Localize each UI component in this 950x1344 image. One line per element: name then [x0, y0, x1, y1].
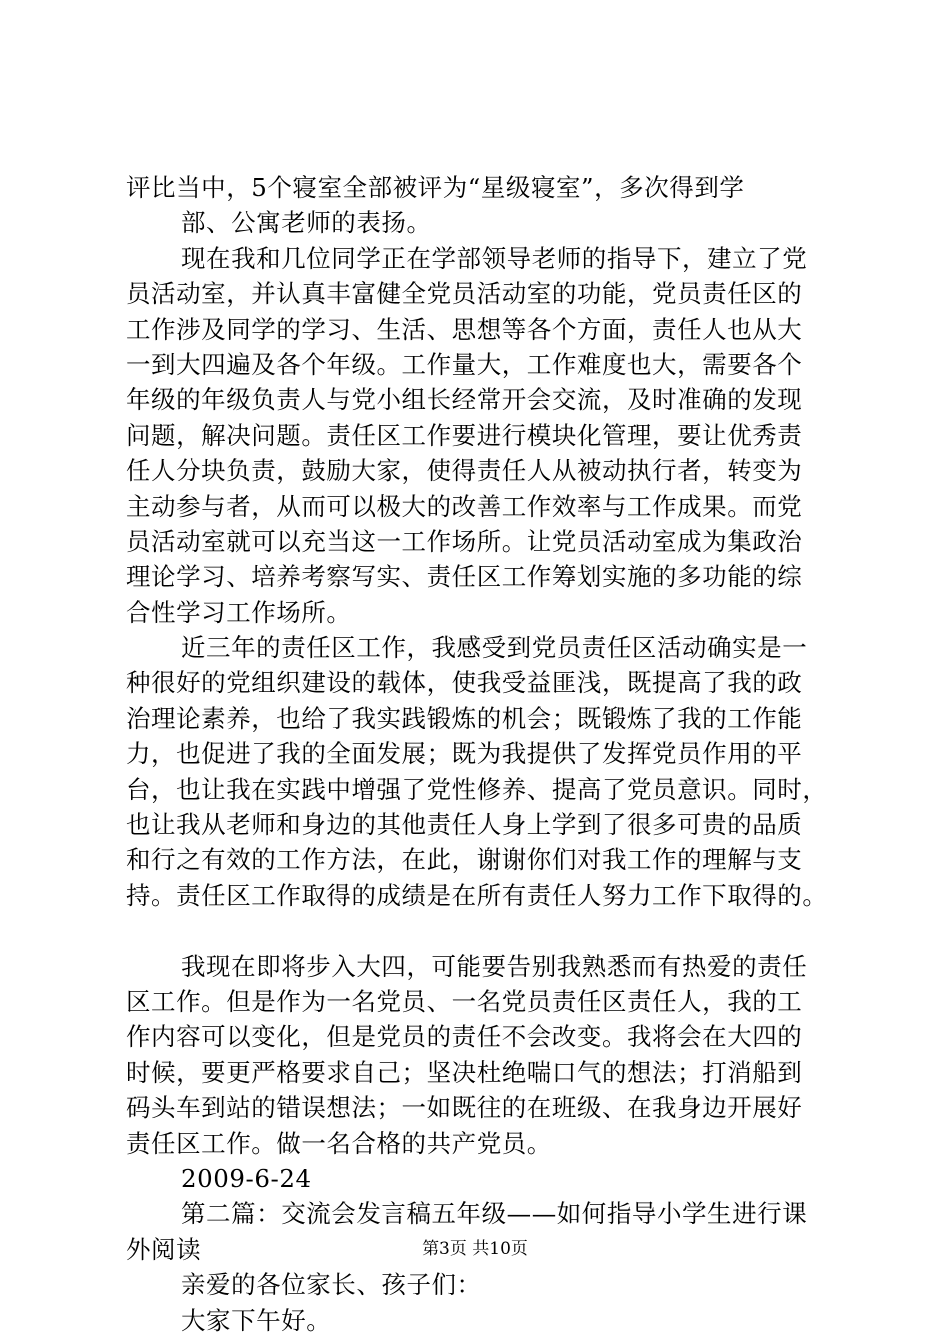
text-line: 治理论素养，也给了我实践锻炼的机会；既锻炼了我的工作能 [126, 703, 803, 733]
text-line: 时候，要更严格要求自己；坚决杜绝喘口气的想法；打消船到 [126, 1057, 803, 1087]
text-line: 员活动室就可以充当这一工作场所。让党员活动室成为集政治 [126, 526, 803, 556]
greeting: 大家下午好。 [181, 1305, 332, 1335]
text-line: 理论学习、培养考察写实、责任区工作筹划实施的多功能的综 [126, 562, 803, 592]
text-line: 台，也让我在实践中增强了党性修养、提高了党员意识。同时， [126, 774, 828, 804]
page-number-footer: 第3页 共10页 [422, 1239, 528, 1259]
paragraph-start: 我现在即将步入大四，可能要告别我熟悉而有热爱的责任 [181, 951, 808, 981]
paragraph-start: 现在我和几位同学正在学部领导老师的指导下，建立了党 [181, 243, 808, 273]
text-line: 力，也促进了我的全面发展；既为我提供了发挥党员作用的平 [126, 739, 803, 769]
text-line: 工作涉及同学的学习、生活、思想等各个方面，责任人也从大 [126, 314, 803, 344]
text-line: 责任区工作。做一名合格的共产党员。 [126, 1128, 552, 1158]
text-line: 和行之有效的工作方法，在此，谢谢你们对我工作的理解与支 [126, 845, 803, 875]
text-line: 问题，解决问题。责任区工作要进行模块化管理，要让优秀责 [126, 420, 803, 450]
text-line: 任人分块负责，鼓励大家，使得责任人从被动执行者，转变为 [126, 456, 803, 486]
text-line: 作内容可以变化，但是党员的责任不会改变。我将会在大四的 [126, 1022, 803, 1052]
paragraph-start: 近三年的责任区工作，我感受到党员责任区活动确实是一 [181, 633, 808, 663]
text-line: 部、公寓老师的表扬。 [181, 208, 432, 238]
text-line: 也让我从老师和身边的其他责任人身上学到了很多可贵的品质 [126, 810, 803, 840]
text-line: 合性学习工作场所。 [126, 597, 352, 627]
section-heading: 第二篇：交流会发言稿五年级——如何指导小学生进行课 [181, 1199, 808, 1229]
salutation: 亲爱的各位家长、孩子们： [181, 1270, 482, 1300]
section-heading-cont: 外阅读 [126, 1234, 202, 1264]
document-body [126, 170, 840, 1338]
text-line: 种很好的党组织建设的载体，使我受益匪浅，既提高了我的政 [126, 668, 803, 698]
text-line: 一到大四遍及各个年级。工作量大，工作难度也大，需要各个 [126, 349, 803, 379]
text-line: 年级的年级负责人与党小组长经常开会交流，及时准确的发现 [126, 385, 803, 415]
text-line: 区工作。但是作为一名党员、一名党员责任区责任人，我的工 [126, 986, 803, 1016]
date-line: 2009-6-24 [181, 1163, 312, 1193]
text-line: 码头车到站的错误想法；一如既往的在班级、在我身边开展好 [126, 1093, 803, 1123]
text-line: 员活动室，并认真丰富健全党员活动室的功能，党员责任区的 [126, 279, 803, 309]
text-line: 评比当中，5个寝室全部被评为“星级寝室”，多次得到学 [126, 173, 745, 202]
paragraph-gap [126, 913, 840, 948]
text-line: 主动参与者，从而可以极大的改善工作效率与工作成果。而党 [126, 491, 803, 521]
text-line: 持。责任区工作取得的成绩是在所有责任人努力工作下取得的。 [126, 880, 828, 910]
